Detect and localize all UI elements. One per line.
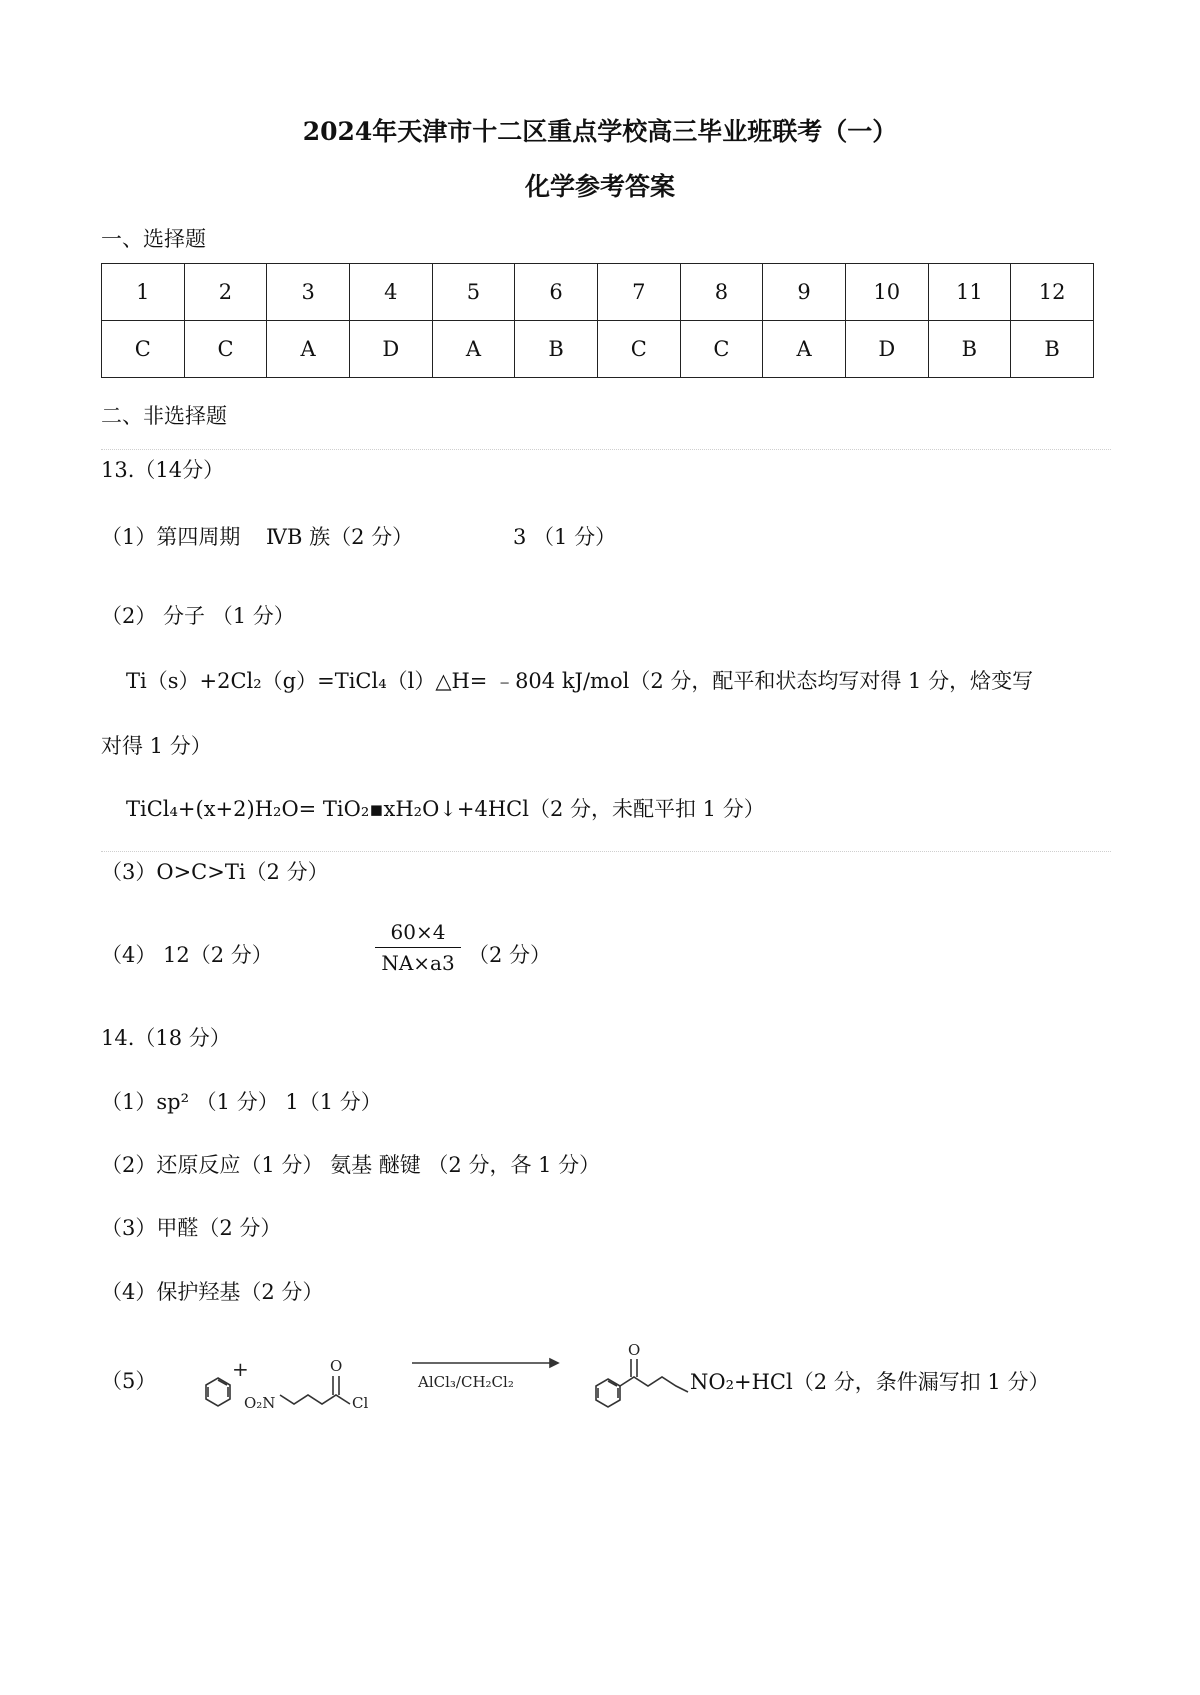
answer-letter: A xyxy=(267,321,350,378)
fraction-numerator: 60×4 xyxy=(375,920,461,948)
answer-number-row xyxy=(102,264,1094,321)
svg-text:+: + xyxy=(232,1357,249,1381)
dotted-divider xyxy=(101,851,1111,852)
q13-heading: 13.（14分） xyxy=(101,458,225,482)
q13-part4-b: （2 分） xyxy=(468,943,552,967)
answer-letter: C xyxy=(597,321,680,378)
answer-letter: B xyxy=(1011,321,1094,378)
q14-part4: （4）保护羟基（2 分） xyxy=(101,1280,324,1304)
answer-table xyxy=(101,263,1094,378)
question-number: 1 xyxy=(102,264,185,321)
question-number: 9 xyxy=(763,264,846,321)
question-number: 5 xyxy=(432,264,515,321)
answer-letter-row xyxy=(102,321,1094,378)
density-fraction xyxy=(375,920,461,975)
product-chain xyxy=(620,1377,688,1392)
answer-letter: A xyxy=(432,321,515,378)
question-number: 11 xyxy=(928,264,1011,321)
q14-part5-tail: NO₂+HCl（2 分，条件漏写扣 1 分） xyxy=(690,1370,1050,1394)
nitro-group-label: O₂N xyxy=(244,1394,276,1412)
q14-part1: （1）sp² （1 分） 1（1 分） xyxy=(101,1090,382,1114)
answer-letter: C xyxy=(102,321,185,378)
reaction-condition: AlCl₃/CH₂Cl₂ xyxy=(418,1373,514,1391)
dotted-divider xyxy=(101,449,1111,450)
q13-equation1-line1: Ti（s）+2Cl₂（g）=TiCl₄（l）△H= ﹣804 kJ/mol（2 分，配平和状态均写对得 1 分，焓变写 xyxy=(126,669,1034,693)
question-number: 8 xyxy=(680,264,763,321)
answer-letter: B xyxy=(515,321,598,378)
q14-part5-label: （5） xyxy=(101,1369,157,1393)
fraction-denominator: NA×a3 xyxy=(381,951,455,975)
question-number: 2 xyxy=(184,264,267,321)
question-number: 6 xyxy=(515,264,598,321)
q14-part3: （3）甲醛（2 分） xyxy=(101,1216,282,1240)
question-number: 10 xyxy=(845,264,928,321)
q13-part1-a: （1）第四周期 xyxy=(101,525,241,549)
question-number: 12 xyxy=(1011,264,1094,321)
answer-letter: A xyxy=(763,321,846,378)
answer-letter: D xyxy=(845,321,928,378)
question-number: 7 xyxy=(597,264,680,321)
page-subtitle: 化学参考答案 xyxy=(524,172,675,201)
section-heading-choice: 一、选择题 xyxy=(101,227,206,251)
q13-part4-a: （4） 12（2 分） xyxy=(101,943,273,967)
benzene-product-icon xyxy=(596,1379,620,1407)
answer-letter: C xyxy=(680,321,763,378)
q14-part2: （2）还原反应（1 分） 氨基 醚键 （2 分，各 1 分） xyxy=(101,1153,601,1177)
product-carbonyl-o-label: O xyxy=(628,1341,641,1359)
q14-heading: 14.（18 分） xyxy=(101,1026,231,1050)
answer-letter: B xyxy=(928,321,1011,378)
q13-part1-c: 3 （1 分） xyxy=(513,525,617,549)
q13-part3: （3）O>C>Ti（2 分） xyxy=(101,860,329,884)
answer-letter: D xyxy=(349,321,432,378)
acyl-chain xyxy=(280,1395,350,1404)
q13-equation2: TiCl₄+(x+2)H₂O= TiO₂▪xH₂O↓+4HCl（2 分，未配平扣 1 分） xyxy=(126,797,765,821)
question-number: 4 xyxy=(349,264,432,321)
benzene-reactant-icon xyxy=(206,1378,230,1406)
q13-part2: （2） 分子 （1 分） xyxy=(101,604,295,628)
section-heading-nonchoice: 二、非选择题 xyxy=(101,404,227,428)
q13-equation1-line2: 对得 1 分） xyxy=(101,734,212,758)
chlorine-label: Cl xyxy=(352,1394,369,1412)
carbonyl-o-label: O xyxy=(330,1357,343,1375)
question-number: 3 xyxy=(267,264,350,321)
answer-letter: C xyxy=(184,321,267,378)
page-title: 2024年天津市十二区重点学校高三毕业班联考（一） xyxy=(302,117,898,146)
q13-part1-b: ⅣB 族（2 分） xyxy=(266,525,414,549)
